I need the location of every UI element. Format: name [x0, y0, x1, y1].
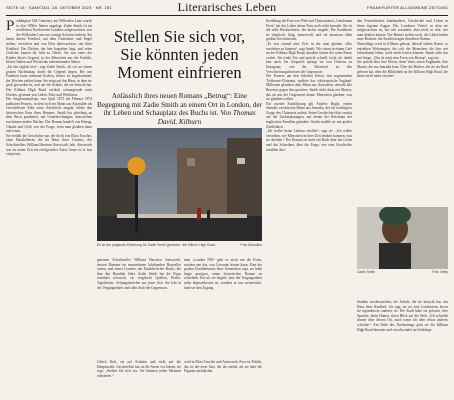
photo-caption: [97, 243, 262, 247]
portrait-caption: [357, 270, 448, 274]
paragraph: den Fernsehserien Jahrhunderts, Geschichte und Leben in ihren eigenen Augen. Das Londoner Viertel, in dem sie aufgewachsen ist, hat sich verändert, aber nicht so sehr, wie man denken könnte. Die Häuser stehen noch, die Läden haben neue Besitzer, die Straßen tragen dieselben Namen.: [357, 19, 448, 42]
paragraph: „Ich bin täglich hier“, sagt Zadie Smith, als wir an einem grauen Nachmittag durch die Gegend liegen. Bei uns Familien kann niemand fischen, keiner ist angekommen, der Wochen zahlen kann. Sie zeigt auf das Haus, in dem sie groß geworden ist, und auf die Schule, die sie besucht hat. Die Kilburn High Road verläuft schnurgerade nach Norden, gesäumt von Läden, Pubs und Wettbüros.: [6, 64, 92, 97]
page-header: [6, 0, 448, 14]
column-2a-lower: [97, 360, 181, 396]
column-3: [266, 19, 352, 395]
paragraph: Straßen wiederzusehen, die Schule, die sie besucht hat, das Haus ihrer Kindheit. Sie sagt, sie sei eine Londonerin, bevor sie irgendetwas anderes sei. Die Stadt habe sie geformt, ihre Sprache, ihren Humor, ihren Blick auf die Welt. „Ich schreibe immer über diesen Ort, auch wenn ich über etwas anderes schreibe.“ Am Ende des Nachmittags geht sie die Kilburn High Road hinunter und verschwindet im Gedränge.: [357, 300, 448, 332]
paragraph: genauen Schriftsteller William Harrison Ainsworth, dessen Romane im neunzehnten Jahrhundert Bestseller waren, und seiner Cousine, der Erzählerin des Buchs, die ihm den Haushalt führt. Zadie Smith hat die Figur ernsthaft erforscht, sie vergleicht Quellen, Briefe, Tagebücher, Zeitungsberichte aus jener Zeit. Sie lebt in der Vergangenheit und sieht doch die Gegenwart.: [97, 258, 181, 290]
portrait-image: [357, 207, 448, 269]
column-2b: [184, 258, 262, 358]
byline: Von Thomas David, Kilburn: [157, 109, 256, 126]
column-2b-lower: [184, 360, 262, 396]
photo-credit: Foto Mauritius: [240, 243, 262, 247]
column-4: [357, 19, 448, 205]
paragraph: Neuerdings wird in Kilburn gebaut, überall stehen Kräne, es entstehen Wohnungen, die sich die Menschen, die hier seit Jahrzehnten leben, nicht mehr leisten können. Smith sieht das mit Sorge. „Das ist auch eine Form von Betrug“, sagt sie.: [357, 41, 448, 60]
column-2a: [97, 258, 181, 358]
paragraph: Erzählung die Frau von Welt und Chauvinisten „Gentleman Frost“ hat das Leben dieser Frau noch nicht beendet. Sie ist die stille Beobachterin, der nichts entgeht. Die Erzählerin ist skeptisch, klug, humorvoll, und sie misstraut allen großen Gewissheiten.: [266, 19, 352, 42]
drop-cap: P: [6, 19, 15, 34]
paragraph: Sie spricht über ihre Eltern, ihren Vater, einen Engländer, ihre Mutter, die aus Jamaika kam. Über die Bücher, die sie als Kind gelesen hat, über die Bibliothek an der Kilburn High Road, die heute nicht mehr existiert.: [357, 60, 448, 79]
headline-line: Sie könnten jeden: [120, 45, 239, 64]
column-4-lower: [357, 300, 448, 395]
section-title: Literarisches Leben: [177, 0, 277, 14]
paragraph: Der Prozess um den falschen Erben, den sogenannten Tichborne-Claimant, spaltete das viktorianische England. Millionen glaubten dem Mann aus Australien, obwohl alle Beweise gegen ihn sprachen. Smith sieht darin ein Muster, das sie aus der Gegenwart kennt: Menschen glauben, was sie glauben wollen.: [266, 74, 352, 102]
paragraph: Der Jungfrauenpflege, von April 1873 bis Februar 1874 publiziert Prozess, in dem sich ein Mann aus Australien als verschollener Erbe eines Adelstitels ausgab, bildet den historischen Kern ihres Romans. Smith hat jahrelang an dem Buch gearbeitet, mit Unterbrechungen, dazwischen erschienen andere Bücher. Der Roman handelt von Betrug, Glaube und Geld, von der Frage, wem man glauben kann und wann.: [6, 97, 92, 134]
street-photo: [97, 128, 262, 241]
article-deck: [97, 92, 262, 126]
paragraph: addington Old Cemetery am Willesden Lane wurde in den 1850er Jahren angelegt. Zadie Smith ist im nördlichen Nordwesten Londons aufgewachsen, von der Willesden Lane nur wenige Schritte entfernt. Sie kennt diesen Friedhof, auf dem Grabsteine und Engel stehen, verwittert und von Efeu überwachsen, seit ihrer Kindheit. Der Dichter, der hier begraben liegt, und seine Gedichte kamen ihr früh zu Ohren. Sie war eines der Kinder dieser Gegend, in der Menschen aus der Karibik, Irland, Indien und Westafrika nebeneinander lebten.: [6, 19, 92, 65]
caption-text: Es ist die prägende Erfahrung für Zadie Smith gewesen: die Kilburn High Road.: [97, 243, 217, 247]
headline-line: Stellen Sie sich vor,: [113, 27, 246, 46]
header-rule: [6, 15, 448, 16]
caption-text: Zadie Smith: [357, 270, 376, 274]
paragraph: Sie erzählt die Geschichte aus der Sicht von Eliza Touchet, einer Haushälterin, die im Haus ihres Cousins, des Schriftstellers William Harrison Ainsworth, lebt. Ainsworth war zu seiner Zeit ein erfolgreicher Autor, heute ist er fast vergessen.: [6, 133, 92, 157]
paragraph: man „London NW“ geht es nicht um die Form, sondern um das, was Literatur leisten kann. Eine der großen Erzählerinnen ihrer Generation sagt, sie habe lange gezögert, einen historischen Roman zu schreiben. Erst als sie begriff, dass die Vergangenheit nicht abgeschlossen ist, sondern in uns weiterwirkt, fand sie den Zugang.: [184, 258, 262, 290]
column-1: [6, 19, 92, 395]
paragraph: „Es war einmal eine Zeit, in der man glaubte, alles verstehen zu können“, sagt Smith. Wir sitzen in einem Café an der Kilburn High Road, draußen fahren die roten Busse vorbei. Sie trinkt Tee und spricht schnell, lacht oft, denkt laut nach. Im Gespräch springt sie von Dickens zu Instagram, von der Sklaverei zu den Verschwörungstheorien der Gegenwart.: [266, 41, 352, 74]
paragraph: wird in Eliza Touchet und Ainsworth. Pose ist Politik, das ist der erste Satz, der ihr einfiel, als sie über die Figuren nachdachte.: [184, 360, 262, 374]
headline: [97, 28, 262, 82]
portrait-credit: Foto Getty: [432, 270, 448, 274]
paragraph: Gleich Kob, sie auf Schulen und sieht auf die Hauptstraße. Geschrieben hat sie die Szene vor Jahren, sie sagt: „Stellen Sie sich vor, Sie könnten jeden Moment einfrieren.“: [97, 360, 181, 378]
street-scene-image: [97, 128, 262, 241]
portrait-photo: [357, 207, 448, 269]
paragraph: „Ich wollte keine Lektion erteilen“, sagt sie. „Ich wollte verstehen, wie Menschen in ihrer Zeit denken konnten, was sie dachten.“ Der Roman sei auch ein Buch über das Lesen und das Schreiben, über die Frage, wer eine Geschichte erzählen darf.: [266, 129, 352, 152]
paragraph: Ein zweiter Erzählstrang gilt Andrew Bogle, einem ehemals versklavten Mann aus Jamaika, der als wichtigster Zeuge des Claimants auftrat. Seine Geschichte führt zurück auf die Zuckerplantagen, auf denen der Reichtum der englischen Familien gründete. Smith erzählt sie mit großer Zärtlichkeit.: [266, 101, 352, 129]
issue-line: SEITE 18 · SAMSTAG, 28. OKTOBER 2023 · NR. 251: [6, 5, 112, 10]
newspaper-name: FRANKFURTER ALLGEMEINE ZEITUNG: [367, 5, 448, 10]
headline-line: Moment einfrieren: [117, 63, 242, 82]
deck-text: Anlässlich ihres neuen Romans „Betrug“: Eine Begegnung mit Zadie Smith an einem Ort in London, der ihr Leben und Schauplatz des Buchs ist.: [97, 92, 262, 118]
